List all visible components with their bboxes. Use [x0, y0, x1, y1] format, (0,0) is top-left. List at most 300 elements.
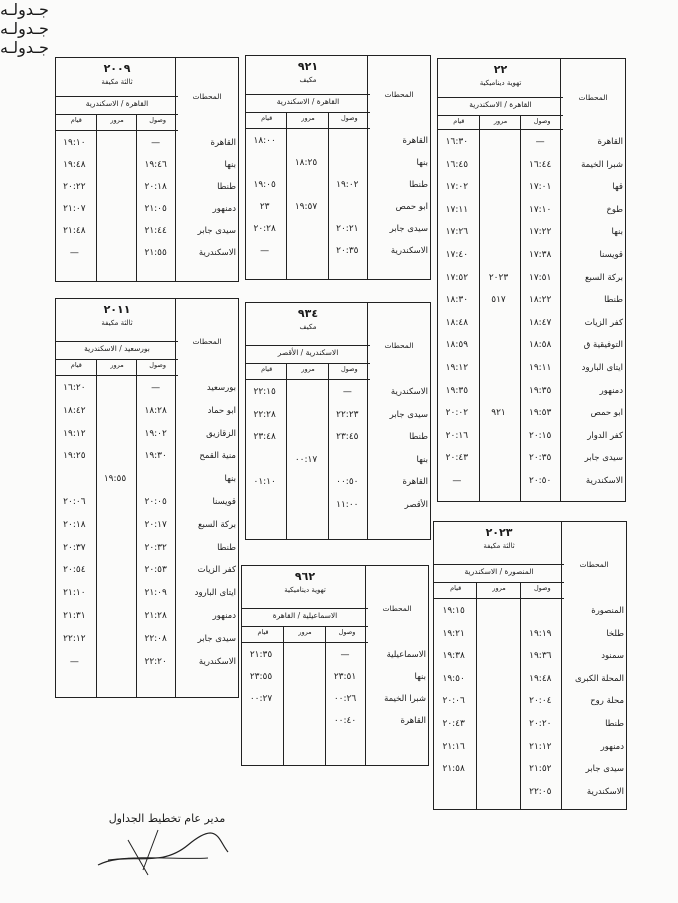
- station-name: ابو حماد: [207, 405, 236, 416]
- time-pass: ١٩:٥٥: [103, 474, 127, 485]
- time-depart: ١٦:٤٥: [445, 159, 469, 170]
- time-depart: ٢٠:١٦: [445, 430, 469, 441]
- time-depart: ١٧:٠٢: [445, 182, 469, 193]
- time-arrive: ٢٠:٠٤: [529, 696, 552, 707]
- schedule-row: [438, 132, 625, 152]
- time-arrive: ١٧:١٠: [528, 204, 552, 215]
- station-name: طنطا: [409, 432, 428, 443]
- time-arrive: —: [342, 387, 352, 397]
- time-arrive: ١٨:٥٨: [528, 340, 552, 351]
- col-header-arrive: وصول: [149, 116, 167, 124]
- schedule-row: [438, 290, 625, 310]
- schedule-row: [246, 495, 430, 515]
- schedule-row: [242, 645, 428, 665]
- train-route: القاهرة / الاسكندرية: [469, 100, 532, 109]
- col-header-pass: مرور: [492, 584, 506, 592]
- time-arrive: ١٩:٤٨: [529, 673, 552, 684]
- time-arrive: ٢١:٢٨: [144, 611, 167, 621]
- time-arrive: ٢٢:٠٨: [144, 633, 167, 644]
- signature-mark: [88, 810, 238, 880]
- schedule-row: [242, 711, 428, 731]
- schedule-row: [434, 737, 626, 757]
- station-name: القاهرة: [402, 477, 428, 488]
- timetable-train-0: [55, 57, 239, 282]
- time-arrive: ١٦:٤٤: [528, 159, 552, 170]
- station-name: ايتاى البارود: [581, 363, 623, 373]
- schedule-row: [56, 221, 238, 241]
- time-arrive: ٢١:٥٥: [144, 248, 167, 258]
- col-header-pass: مرور: [298, 628, 312, 636]
- time-depart: ١٩:٢٥: [63, 451, 86, 462]
- station-name: طنطا: [605, 719, 624, 729]
- station-name: سيدى جابر: [197, 633, 236, 644]
- schedule-row: [438, 245, 625, 265]
- time-pass: ١٩:٥٧: [294, 202, 318, 212]
- timetable-train-6: [433, 521, 627, 810]
- divider: [438, 97, 563, 98]
- station-name: بنها: [416, 454, 428, 465]
- time-depart: ١٩:١٢: [63, 428, 86, 439]
- time-arrive: ١٧:٣٨: [528, 250, 552, 260]
- time-arrive: ٢٠:٠٥: [144, 497, 167, 507]
- time-depart: —: [69, 248, 79, 258]
- schedule-row: [434, 782, 626, 802]
- time-depart: ١٩:١٢: [445, 363, 469, 373]
- stations-header: المحطات: [578, 93, 608, 102]
- time-depart: ١٧:١١: [445, 204, 469, 215]
- divider: [438, 115, 563, 116]
- col-header-arrive: وصول: [338, 628, 356, 636]
- schedule-row: [434, 759, 626, 779]
- time-arrive: —: [151, 383, 161, 393]
- time-depart: ٢٠:٠٦: [63, 497, 86, 507]
- stations-header: المحطات: [384, 90, 414, 99]
- col-header-pass: مرور: [493, 117, 508, 125]
- time-depart: ٢٠:٣٧: [63, 542, 86, 553]
- train-number: ٩٦٢: [294, 570, 316, 583]
- col-header-depart: قيام: [261, 365, 273, 373]
- col-header-pass: مرور: [301, 114, 315, 122]
- station-name: دمنهور: [600, 741, 624, 752]
- col-header-depart: قيام: [70, 116, 82, 124]
- station-name: طوخ: [606, 204, 623, 215]
- stations-header: المحطات: [192, 337, 222, 346]
- schedule-note: جـدولـه: [0, 19, 49, 38]
- time-depart: ٢٣:٤٨: [253, 432, 276, 443]
- divider: [242, 642, 368, 643]
- timetable-train-2: [437, 58, 626, 502]
- time-arrive: ٢١:١٢: [529, 741, 552, 752]
- divider: [434, 598, 564, 599]
- schedule-row: [246, 153, 430, 173]
- stations-header: المحطات: [382, 604, 412, 613]
- station-name: الأقصر: [404, 500, 428, 510]
- time-depart: ١٩:٠٥: [253, 180, 276, 190]
- train-number: ٩٢١: [297, 60, 319, 73]
- col-header-pass: مرور: [110, 116, 124, 124]
- schedule-row: [56, 515, 238, 535]
- train-route: الاسكندرية / الأقصر: [277, 348, 339, 357]
- time-depart: ٢١:٥٨: [442, 764, 465, 775]
- time-arrive: ١٧:٢٢: [528, 227, 552, 238]
- station-name: شبرا الخيمة: [581, 159, 623, 170]
- col-header-arrive: وصول: [533, 584, 551, 592]
- time-arrive: ٢١:٠٥: [144, 204, 167, 214]
- col-header-arrive: وصول: [340, 114, 358, 122]
- time-arrive: ١٧:٥١: [528, 272, 552, 283]
- schedule-row: [246, 450, 430, 470]
- station-name: بركة السبع: [585, 272, 623, 283]
- schedule-row: [438, 358, 625, 378]
- signature-title: مدير عام تخطيط الجداول: [108, 812, 226, 825]
- time-arrive: ١٨:٢٢: [528, 295, 552, 306]
- train-number: ٩٣٤: [297, 307, 319, 320]
- train-number: ٢٠٠٩: [103, 62, 131, 75]
- schedule-row: [56, 199, 238, 219]
- col-header-pass: مرور: [110, 361, 124, 369]
- time-arrive: ٢٢:٢٣: [336, 409, 359, 420]
- schedule-row: [438, 471, 625, 491]
- station-name: التوفيقية ق: [583, 340, 623, 351]
- train-header: [242, 566, 368, 765]
- station-name: الزقازيق: [206, 428, 236, 439]
- time-pass: ٩٢١: [491, 408, 506, 419]
- time-arrive: ١١:٠٠: [336, 500, 359, 510]
- time-arrive: ١٩:٣٦: [529, 651, 552, 662]
- divider: [242, 608, 368, 609]
- station-name: دمنهور: [212, 204, 236, 214]
- schedule-row: [56, 652, 238, 672]
- schedule-row: [56, 446, 238, 466]
- train-route: القاهرة / الاسكندرية: [276, 97, 340, 106]
- station-name: سيدى جابر: [584, 453, 623, 464]
- schedule-row: [434, 669, 626, 689]
- time-depart: ١٧:٢٦: [445, 227, 469, 238]
- col-header-depart: قيام: [257, 628, 269, 636]
- time-depart: —: [260, 246, 270, 256]
- divider: [434, 564, 564, 565]
- col-header-depart: قيام: [261, 114, 273, 122]
- time-depart: ٢٠:٤٣: [442, 719, 465, 729]
- divider: [56, 96, 178, 97]
- time-arrive: ٢٠:٣٢: [144, 542, 167, 553]
- time-arrive: ٢٣:٥١: [333, 672, 357, 682]
- schedule-row: [246, 197, 430, 217]
- time-arrive: ٠٠:٤٠: [333, 716, 357, 726]
- schedule-row: [56, 560, 238, 580]
- time-depart: ٢٠:٥٤: [63, 565, 86, 576]
- time-depart: ١٩:٤٨: [63, 160, 86, 170]
- station-name: بنها: [224, 474, 236, 485]
- time-depart: ١٩:١٠: [63, 138, 86, 148]
- time-arrive: ١٩:٣٥: [528, 385, 552, 396]
- divider: [56, 341, 178, 342]
- station-name: دمنهور: [212, 611, 236, 621]
- time-arrive: ٢١:٥٢: [529, 764, 552, 775]
- schedule-row: [438, 177, 625, 197]
- station-name: القاهرة: [597, 137, 623, 147]
- time-arrive: ٠٠:٥٠: [336, 477, 359, 488]
- time-arrive: —: [151, 138, 161, 148]
- time-arrive: ٢٣:٤٥: [336, 432, 359, 443]
- schedule-row: [56, 243, 238, 263]
- station-name: الاسكندرية: [198, 248, 236, 258]
- station-name: قها: [612, 182, 623, 193]
- time-pass: ١٨:٢٥: [294, 158, 318, 168]
- train-class: ثالثة مكيفة: [483, 542, 515, 550]
- station-name: قويسنا: [212, 497, 236, 507]
- divider: [246, 363, 370, 364]
- time-pass: ٢٠٢٣: [488, 272, 509, 283]
- time-depart: ١٩:١٥: [442, 606, 465, 616]
- divider: [434, 582, 564, 583]
- time-depart: ١٨:٥٩: [445, 340, 469, 351]
- schedule-row: [56, 378, 238, 398]
- timetable-train-5: [241, 565, 429, 766]
- station-name: بركة السبع: [198, 519, 236, 530]
- time-depart: ١٦:٣٠: [445, 137, 469, 147]
- time-depart: ٢١:٠٧: [63, 204, 86, 214]
- time-depart: ٢١:٣٥: [249, 650, 273, 660]
- schedule-row: [56, 606, 238, 626]
- time-depart: ٢٠:٠٦: [442, 696, 465, 707]
- col-header-pass: مرور: [301, 365, 315, 373]
- time-depart: ١٦:٢٠: [63, 383, 86, 393]
- time-arrive: ٢٢:٠٥: [529, 786, 552, 797]
- station-name: سيدى جابر: [389, 409, 428, 420]
- time-arrive: ٢٢:٢٠: [144, 656, 167, 667]
- time-arrive: ٢٠:١٨: [144, 182, 167, 192]
- divider: [246, 94, 370, 95]
- time-depart: —: [452, 476, 462, 486]
- station-name: الاسكندرية: [585, 476, 623, 486]
- schedule-row: [434, 601, 626, 621]
- timetable-train-1: [245, 55, 431, 280]
- divider: [246, 112, 370, 113]
- schedule-row: [434, 646, 626, 666]
- station-name: ابو حمص: [395, 202, 428, 212]
- station-name: الاسكندرية: [390, 246, 428, 256]
- station-name: كفر الزيات: [584, 317, 623, 328]
- station-name: سمنود: [601, 651, 624, 662]
- station-name: الاسكندرية: [586, 786, 624, 797]
- train-number: ٢٠١١: [103, 303, 131, 316]
- train-route: بورسعيد / الاسكندرية: [84, 344, 150, 353]
- col-header-depart: قيام: [453, 117, 465, 125]
- time-depart: ١٩:٢١: [442, 628, 465, 639]
- station-name: طنطا: [217, 182, 236, 192]
- schedule-row: [56, 424, 238, 444]
- schedule-row: [242, 667, 428, 687]
- station-name: الاسماعيلية: [386, 650, 426, 660]
- station-name: طنطا: [409, 180, 428, 190]
- schedule-row: [438, 335, 625, 355]
- schedule-row: [438, 381, 625, 401]
- time-depart: ٢٠:٠٢: [445, 408, 469, 419]
- station-name: طنطا: [217, 542, 236, 553]
- time-depart: ٢٢:١٢: [63, 633, 86, 644]
- time-arrive: ١٩:٠٢: [336, 180, 359, 190]
- col-header-arrive: وصول: [149, 361, 167, 369]
- time-arrive: ٢٠:٢١: [336, 224, 359, 234]
- schedule-row: [438, 222, 625, 242]
- train-number: ٢٢: [493, 63, 508, 76]
- time-arrive: ٢١:٤٤: [144, 226, 167, 236]
- col-header-arrive: وصول: [533, 117, 551, 125]
- divider: [56, 114, 178, 115]
- divider: [242, 626, 368, 627]
- time-arrive: ١٨:٢٨: [144, 405, 167, 416]
- schedule-row: [56, 629, 238, 649]
- schedule-row: [438, 200, 625, 220]
- schedule-row: [246, 219, 430, 239]
- divider: [246, 128, 370, 129]
- station-name: محلة روح: [590, 696, 624, 707]
- train-class: ثالثة مكيفة: [101, 319, 133, 327]
- time-arrive: ١٩:١٩: [529, 628, 552, 639]
- station-name: المحلة الكبرى: [575, 673, 624, 684]
- time-pass: ٥١٧: [491, 295, 506, 306]
- time-depart: ٢٢:٢٨: [253, 409, 276, 420]
- station-name: ابو حمص: [590, 408, 623, 419]
- schedule-row: [434, 691, 626, 711]
- station-name: طلخا: [606, 628, 624, 639]
- time-depart: ١٨:٣٠: [445, 295, 469, 306]
- schedule-row: [246, 472, 430, 492]
- stations-header: المحطات: [579, 560, 609, 569]
- station-name: بنها: [224, 160, 236, 170]
- time-depart: ٢١:٤٨: [63, 226, 86, 236]
- schedule-row: [242, 689, 428, 709]
- schedule-row: [246, 241, 430, 261]
- time-depart: ٠١:١٠: [253, 477, 276, 488]
- stations-header: المحطات: [384, 341, 414, 350]
- schedule-note: جـدولـه: [0, 0, 49, 19]
- schedule-row: [434, 624, 626, 644]
- time-depart: ٠٠:٢٧: [249, 694, 273, 704]
- schedule-row: [246, 131, 430, 151]
- station-name: شبرا الخيمة: [384, 694, 426, 704]
- divider: [56, 375, 178, 376]
- time-arrive: ١٩:٣٠: [144, 451, 167, 462]
- schedule-row: [438, 426, 625, 446]
- station-name: الاسكندرية: [198, 656, 236, 667]
- train-class: تهوية ديناميكية: [479, 79, 522, 87]
- time-depart: ١٩:٥٠: [442, 673, 465, 684]
- time-arrive: —: [340, 650, 350, 660]
- time-depart: ٢٣: [259, 202, 270, 212]
- station-name: بورسعيد: [206, 383, 236, 393]
- time-arrive: ١٨:٤٧: [528, 317, 552, 328]
- train-route: الاسماعيلية / القاهرة: [272, 611, 338, 620]
- train-class: مكيف: [299, 323, 317, 331]
- time-depart: ١٩:٣٥: [445, 385, 469, 396]
- station-name: القاهرة: [210, 138, 236, 148]
- time-depart: ٢٠:٢٨: [253, 224, 276, 234]
- station-name: كفر الدوار: [587, 430, 623, 441]
- time-depart: ١٨:٤٨: [445, 317, 469, 328]
- divider: [246, 345, 370, 346]
- train-class: تهوية ديناميكية: [284, 586, 326, 594]
- schedule-row: [438, 155, 625, 175]
- station-name: القاهرة: [400, 716, 426, 726]
- time-arrive: ١٩:١١: [528, 363, 552, 373]
- schedule-row: [56, 538, 238, 558]
- train-route: المنصورة / الاسكندرية: [464, 567, 534, 576]
- time-arrive: ١٩:٤٦: [144, 160, 167, 170]
- station-name: سيدى جابر: [389, 224, 428, 234]
- schedule-row: [438, 448, 625, 468]
- time-arrive: ١٩:٠٢: [144, 428, 167, 439]
- schedule-row: [438, 403, 625, 423]
- time-depart: ٢١:١٠: [63, 588, 86, 599]
- col-header-arrive: وصول: [340, 365, 358, 373]
- col-header-depart: قيام: [450, 584, 462, 592]
- time-depart: ١٧:٥٢: [445, 272, 469, 283]
- time-arrive: ١٩:٥٣: [528, 408, 552, 419]
- time-depart: ١٩:٣٨: [442, 651, 465, 662]
- schedule-row: [56, 155, 238, 175]
- station-name: بنها: [611, 227, 623, 238]
- schedule-row: [56, 401, 238, 421]
- divider: [438, 129, 563, 130]
- schedule-row: [438, 268, 625, 288]
- schedule-row: [56, 492, 238, 512]
- time-depart: ٢٢:١٥: [253, 387, 276, 397]
- schedule-row: [56, 583, 238, 603]
- station-name: سيدى جابر: [585, 764, 624, 775]
- divider: [246, 379, 370, 380]
- schedule-row: [438, 313, 625, 333]
- time-pass: ٠٠:١٧: [294, 454, 318, 465]
- time-arrive: ٢٠:٢٠: [529, 719, 552, 729]
- time-arrive: ٢٠:١٥: [528, 430, 552, 441]
- station-name: سيدى جابر: [197, 226, 236, 236]
- time-arrive: ٢٠:٥٠: [528, 476, 552, 486]
- stations-column: [365, 566, 428, 765]
- time-depart: ١٨:٤٢: [63, 405, 86, 416]
- schedule-row: [56, 469, 238, 489]
- time-arrive: —: [535, 137, 545, 147]
- station-name: القاهرة: [402, 136, 428, 146]
- time-arrive: ٢١:٠٩: [144, 588, 167, 599]
- time-depart: ١٨:٠٠: [253, 136, 276, 146]
- train-number: ٢٠٢٣: [485, 526, 513, 539]
- timetable-train-3: [55, 298, 239, 698]
- schedule-row: [56, 133, 238, 153]
- station-name: بنها: [414, 672, 426, 682]
- schedule-row: [246, 427, 430, 447]
- time-depart: ٢٠:١٨: [63, 519, 86, 530]
- time-arrive: ٢٠:٣٥: [528, 453, 552, 464]
- divider: [56, 130, 178, 131]
- schedule-row: [434, 714, 626, 734]
- time-depart: —: [69, 656, 79, 667]
- station-name: منية القمح: [199, 451, 236, 462]
- divider: [56, 359, 178, 360]
- train-class: مكيف: [299, 76, 317, 84]
- time-depart: ٢١:١٦: [442, 741, 465, 752]
- station-name: كفر الزيات: [197, 565, 236, 576]
- time-depart: ٢١:٣١: [63, 611, 86, 621]
- schedule-row: [246, 405, 430, 425]
- train-route: القاهرة / الاسكندرية: [85, 99, 149, 108]
- time-arrive: ١٧:٠١: [528, 182, 552, 193]
- schedule-row: [56, 177, 238, 197]
- time-arrive: ٢٠:٥٣: [144, 565, 167, 576]
- stations-header: المحطات: [192, 92, 222, 101]
- station-name: الاسكندرية: [390, 387, 428, 397]
